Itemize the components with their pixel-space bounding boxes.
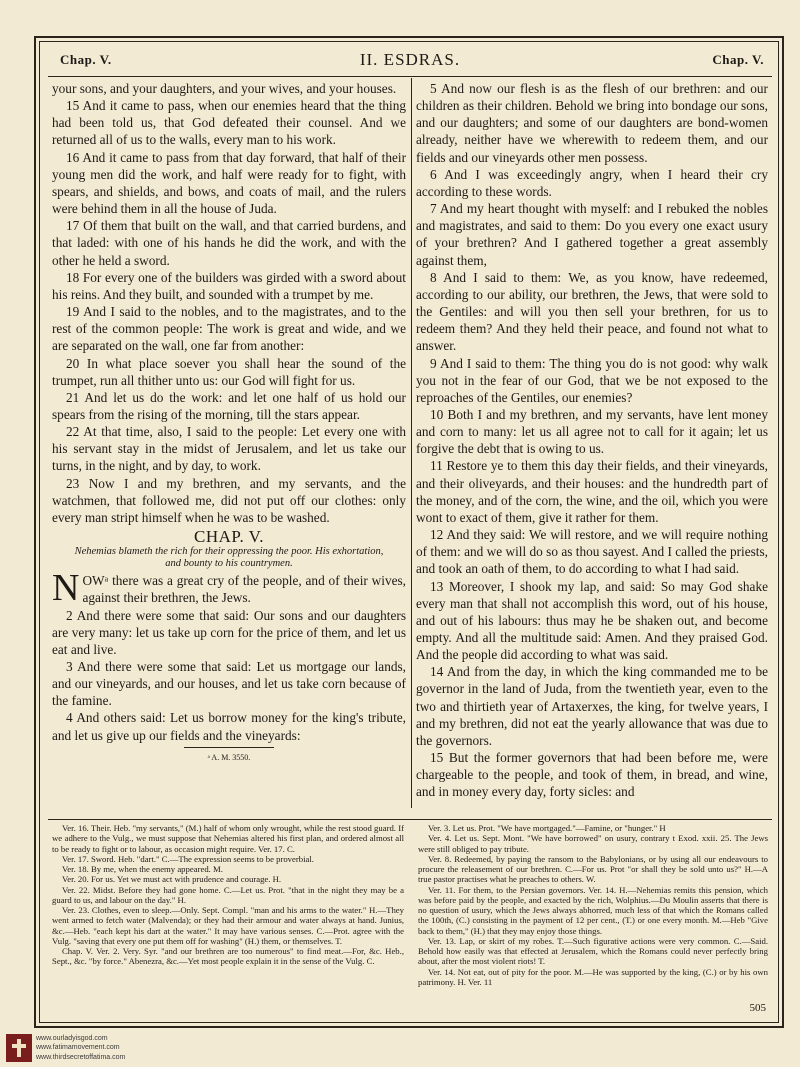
drop-cap-letter: N <box>52 567 80 610</box>
verse-paragraph: 13 Moreover, I shook my lap, and said: So may God shake every man that shall not accomplish this word, out of his house, and out of his labours: thus may he be shaken out, and become empty. And all the multitude said: Amen. And they praised God. And the people did according to what was said. <box>416 578 768 663</box>
footnote-anchor <box>52 747 406 766</box>
commentary-note: Ver. 13. Lap, or skirt of my robes. T.—Such figurative actions were very common. C.—Said. Behold how easily was that effected at Jerusalem, which the Romans could never perfectly bring about, after the most violent riots! T. <box>418 935 768 967</box>
commentary-note: Ver. 23. Clothes, even to sleep.—Only. Sept. Compl. "man and his arms to the water." H.—They went armed to fetch water (Malvenda); or they had their armour and water always at hand. Junius, &c.—Heb. "each kept his dart at the water." It may have various senses. C.—Prot. agree with the Vulg. "saving that every one put them off for washing" (H.) them, or themselves. T. <box>52 905 404 946</box>
verse-paragraph: 2 And there were some that said: Our sons and our daughters are very many: let us take up corn for the price of them, and let us eat and live. <box>52 607 406 657</box>
commentary-note: Ver. 14. Not eat, out of pity for the poor. M.—He was supported by the king, (C.) or by his own patrimony. H. Ver. 11 <box>418 966 768 987</box>
verse-paragraph: 15 But the former governors that had been before me, were chargeable to the people, and took of them, in bread, and wine, and in money every day, forty sicles: and <box>416 750 768 800</box>
verse-paragraph: 4 And others said: Let us borrow money for the king's tribute, and let us give up our fields and the vineyards: <box>52 710 406 743</box>
notes-rule <box>48 819 772 820</box>
commentary-notes-left <box>52 823 404 967</box>
commentary-note: Chap. V. Ver. 2. Very. Syr. "and our brethren are too numerous" to find meat.—For, &c. Heb., Sept., &c. "by force." Abenezra, &c.—Yet most people explain it in the sense of the Vulg. C. <box>52 946 404 967</box>
commentary-note: Ver. 11. For them, to the Persian governors. Ver. 14. H.—Nehemias remits this pension, which was before paid by the people, and exacted by the rich, Wolphius.—Du Moulin asserts that there is no question of usury, which the Jews always abhorred, much less of that which the Romans called the 100th, (C.) consisting in the payment of 12 per cent., (T.) or one every month. M.—Heb "Give back to them," (H.) that they may enjoy those things. <box>418 884 768 936</box>
right-text-column <box>416 80 768 801</box>
page-number: 505 <box>749 1002 766 1014</box>
cross-emblem-icon <box>6 1034 32 1062</box>
verse-paragraph: 7 And my heart thought with myself: and I rebuked the nobles and magistrates, and said to them: Do you every one exact usury of your brethren? And I gathered together a great assembly against them, <box>416 201 768 268</box>
running-header <box>48 48 772 74</box>
verse-paragraph: 22 At that time, also, I said to the people: Let every one with his servant stay in the midst of Jerusalem, and let us take our turns, in the night, and by day, to work. <box>52 424 406 474</box>
commentary-notes-right <box>418 823 768 987</box>
commentary-note: Ver. 18. By me, when the enemy appeared. M. <box>62 864 223 874</box>
commentary-note: Ver. 3. Let us. Prot. "We have mortgaged."—Famine, or "hunger." H <box>428 823 666 833</box>
verse-paragraph: 9 And I said to them: The thing you do is not good: why walk you not in the fear of our God, that we be not exposed to the reproaches of the Gentiles, our enemies? <box>416 355 768 405</box>
website-link[interactable]: www.thirdsecretoffatima.com <box>36 1053 126 1061</box>
first-verse <box>52 567 406 610</box>
verse-paragraph: 19 And I said to the nobles, and to the magistrates, and to the rest of the common people: The work is great and wide, and we are separated on the wall, one far from another: <box>52 304 406 354</box>
verse-paragraph: 10 Both I and my brethren, and my servants, have lent money and corn to many: let us all agree not to call for it again; let us forgive the debt that is owing to us. <box>416 406 768 457</box>
chapter-summary <box>52 546 406 570</box>
chapter-summary-line: Nehemias blameth the rich for their oppressing the poor. His exhortation, <box>74 546 384 558</box>
chapter-heading: CHAP. V. <box>194 527 264 547</box>
website-list <box>36 1034 125 1062</box>
header-right-chapter: Chap. V. <box>712 52 764 67</box>
commentary-note: Ver. 16. Their. Heb. "my servants," (M.) half of whom only wrought, while the rest stood guard. If we adhere to the Vulg., we must suppose that Nehemias altered his first plan, and ordered almost all to be ready to fight or to labour, as occasion might require. Ver. 17. C. <box>52 823 404 854</box>
commentary-note: Ver. 22. Midst. Before they had gone home. C.—Let us. Prot. "that in the night they may be a guard to us, and labour on the day." H. <box>52 884 404 905</box>
commentary-note: Ver. 17. Sword. Heb. "dart." C.—The expression seems to be proverbial. <box>62 853 314 864</box>
commentary-note: Ver. 20. For us. Yet we must act with prudence and courage. H. <box>62 874 282 885</box>
chapter-summary-line: and bounty to his countrymen. <box>165 558 293 570</box>
commentary-note: Ver. 4. Let us. Sept. Mont. "We have borrowed" on usury, contrary t Exod. xxii. 25. The Jews were still obliged to pay tribute. <box>418 833 768 854</box>
first-verse-text: OWᵃ there was a great cry of the people, and of their wives, against their brethren, the Jews. <box>82 573 406 606</box>
verse-paragraph: your sons, and your daughters, and your wives, and your houses. <box>52 81 397 96</box>
verse-paragraph: 17 Of them that built on the wall, and that carried burdens, and that laded: with one of his hands he did the work, and with the other he held a sword. <box>52 218 406 268</box>
website-link[interactable]: www.fatimamovement.com <box>36 1044 120 1052</box>
verse-paragraph: 11 Restore ye to them this day their fields, and their vineyards, and their oliveyards, and their houses: and the hundredth part of the money, and of the corn, the wine, and the oil, which you were wont to exact of them, give it rather for them. <box>416 458 768 525</box>
commentary-note: Ver. 8. Redeemed, by paying the ransom to the Babylonians, or by using all our endeavours to procure the releasement of our brethren. C.—For us. Prot "or shall they be sold unto us?" H.—A true pastor practises what he preaches to others. W. <box>418 853 768 885</box>
verse-paragraph: 16 And it came to pass from that day forward, that half of their young men did the work, and half were ready for to fight, with spears, and shields, and bows, and coats of mail, and the rulers were behind them in all the house of Juda. <box>52 149 406 217</box>
verse-paragraph: 23 Now I and my brethren, and my servants, and the watchmen, that followed me, did not put off our clothes: only every man stript himself when he was to be washed. <box>52 475 406 525</box>
column-divider <box>411 78 412 808</box>
verse-paragraph: 18 For every one of the builders was girded with a sword about his reins. And they built, and sounded with a trumpet by me. <box>52 269 406 302</box>
verse-paragraph: 15 And it came to pass, when our enemies heard that the thing had been told us, that God defeated their counsel. And we returned all of us to the walls, every man to his work. <box>52 98 406 148</box>
footnote-anchor-text: ᵃ A. M. 3550. <box>207 752 251 762</box>
verse-paragraph: 14 And from the day, in which the king commanded me to be governor in the land of Juda, from the twentieth year, even to the two and thirtieth year of Artaxerxes, the king, for twelve years, I and my brethren, did not eat the yearly allowance that was due to the governors. <box>416 664 768 748</box>
header-book-title: II. ESDRAS. <box>359 50 461 69</box>
verse-paragraph: 8 And I said to them: We, as you know, have redeemed, according to our ability, our brethren, the Jews, that were sold to the Gentiles: and will you then sell your brethren, for us to redeem them? And they held their peace, and found not what to answer. <box>416 269 768 354</box>
left-text-column <box>52 80 406 766</box>
header-rule <box>48 76 772 77</box>
header-left-chapter: Chap. V. <box>60 52 112 67</box>
verse-paragraph: 5 And now our flesh is as the flesh of our brethren: and our children as their children. Behold we bring into bondage our sons, and our daughters; and some of our daughters are bond-women already, neither have we wherewith to redeem them, and our fields and our vineyards other men possess. <box>416 81 768 165</box>
verse-paragraph: 21 And let us do the work: and let one half of us hold our spears from the rising of the morning, till the stars appear. <box>52 389 406 422</box>
verse-paragraph: 12 And they said: We will restore, and we will require nothing of them: and we will do so as thou sayest. And I called the priests, and took an oath of them, to do according to what I had said. <box>416 527 768 577</box>
verse-paragraph: 6 And I was exceedingly angry, when I heard their cry according to these words. <box>416 166 768 199</box>
verse-paragraph: 20 In what place soever you shall hear the sound of the trumpet, run all thither unto us: our God will fight for us. <box>52 355 406 388</box>
website-link[interactable]: www.ourladyisgod.com <box>36 1035 108 1042</box>
verse-paragraph: 3 And there were some that said: Let us mortgage our lands, and our vineyards, and our houses, and let us take corn because of the famine. <box>52 659 406 709</box>
